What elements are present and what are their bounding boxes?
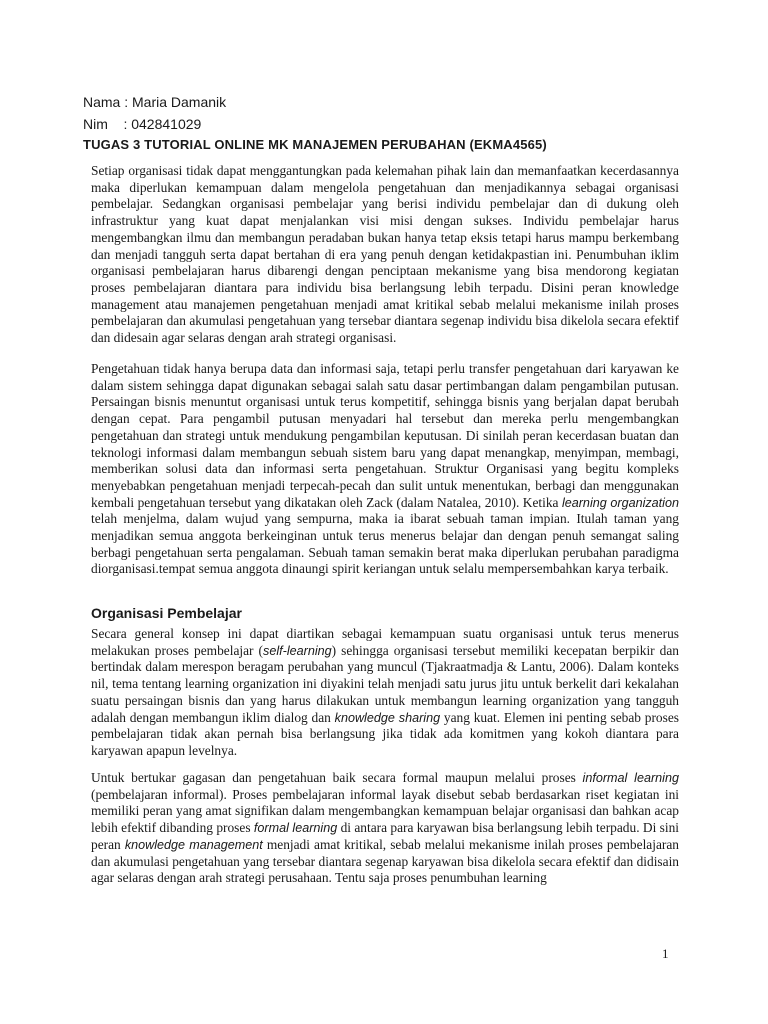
paragraph-text: di antara para karyawan bisa berlangsung lebih terpadu. Di sini peran [91,820,679,852]
italic-term: knowledge management [124,837,263,852]
document-title: TUGAS 3 TUTORIAL ONLINE MK MANAJEMEN PERUBAHAN (EKMA4565) [83,137,547,152]
paragraph-2 [91,361,679,578]
paragraph-4 [91,770,679,887]
paragraph-text: ) sehingga organisasi tersebut memiliki kecepatan berpikir dan bertindak dalam merespon beragam perubahan yang muncul (Tjakraatmadja & Lantu, 2006). Dalam konteks nil, tema tentang learning organization ini diyakini telah menjadi satu jurus jitu untuk berkelit dari kekalahan suatu persaingan bisnis dan yang harus dilakukan untuk membangun learning organization yang tangguh adalah dengan membangun iklim dialog dan [91,642,680,725]
student-name: Nama : Maria Damanik [83,94,227,110]
paragraph-text: Untuk bertukar gagasan dan pengetahuan baik secara formal maupun melalui proses [91,770,583,785]
paragraph-text: Setiap organisasi tidak dapat menggantungkan pada kelemahan pihak lain dan memanfaatkan kecerdasannya maka diperlukan kemampuan dalam mengelola pengetahuan dan menjadikannya sebagai organisasi pembelajar. Sedangkan organisasi pembelajar yang berisi individu pembelajar dan di dukung oleh infrastruktur yang kuat dapat menjalankan visi misi dengan sukses. Individu pembelajar harus mengembangkan ilmu dan membangun peradaban bukan hanya tetap eksis tetapi harus mampu berkembang dan menjadi tangguh serta dapat bertahan di era yang penuh dengan ketidakpastian ini. Penumbuhan iklim organisasi pembelajaran harus dibarengi dengan penciptaan mekanisme yang bisa mendorong kegiatan proses pembelajaran diantara para individu bisa berlangsung lebih terpadu. Disini peran knowledge management atau manajemen pengetahuan menjadi amat kritikal sebab melalui mekanisme inilah proses pembelajaran dan akumulasi pengetahuan yang tersebar diantara segenap individu bisa dikelola secara efektif dan didesain agar selaras dengan arah strategi organisasi. [91,163,679,346]
italic-term: informal learning [582,771,679,785]
italic-term: knowledge sharing [334,710,441,725]
section-heading: Organisasi Pembelajar [91,605,242,621]
paragraph-text: Pengetahuan tidak hanya berupa data dan informasi saja, tetapi perlu transfer pengetahuan dari karyawan ke dalam sistem sehingga dapat digunakan sebagai salah satu dasar pertimbangan dalam pengambilan putusan. Persaingan bisnis menuntut organisasi untuk terus kompetitif, sehingga bisnis yang berjalan dapat berubah dengan cepat. Para pengambil putusan menyadari hal tersebut dan mereka perlu mengembangkan pengetahuan dan strategi untuk mendukung pengambilan keputusan. Di sinilah peran kecerdasan buatan dan teknologi informasi dalam membangun sebuah sistem baru yang dapat menangkap, menyimpan, membagi, memberikan solusi data dan informasi serta pengetahuan. Struktur Organisasi yang begitu kompleks menyebabkan pengetahuan menjadi terpecah-pecah dan sulit untuk menentukan, berbagi dan menggunakan kembali pengetahuan tersebut yang dikatakan oleh Zack (dalam Natalea, 2010). Ketika [91,361,679,510]
student-id: Nim : 042841029 [83,116,202,132]
paragraph-text: Secara general konsep ini dapat diartikan sebagai kemampuan suatu organisasi untuk terus menerus melakukan proses pembelajar ( [91,626,679,658]
italic-term: formal learning [253,821,338,836]
page-number: 1 [662,946,669,961]
italic-term: self-learning [263,643,332,658]
paragraph-3 [91,626,679,760]
paragraph-text: menjadi amat kritikal, sebab melalui mekanisme inilah proses pembelajaran dan akumulasi pengetahuan yang tersebar diantara segenap karyawan bisa dikelola secara efektif dan didisain agar selaras dengan arah strategi perusahaan. Tentu saja proses penumbuhan learning [91,836,679,886]
paragraph-text: yang kuat. Elemen ini penting sebab proses pembelajaran tidak akan pernah bisa berlangsung jika tidak ada komitmen yang kokoh diantara para karyawan apapun levelnya. [91,709,679,758]
paragraph-text: telah menjelma, dalam wujud yang sempurna, maka ia ibarat sebuah taman impian. Itulah taman yang menjadikan semua anggota berkeinginan untuk terus menerus belajar dan dengan penuh semangat saling berbagi pengetahuan serta pengalaman. Sebuah taman semakin berat maka diperlukan perubahan paradigma diorganisasi.tempat semua anggota dinaungi spirit keriangan untuk selalu mempersembahkan karya terbaik. [91,511,679,577]
italic-term: learning organization [561,495,679,510]
paragraph-text: (pembelajaran informal). Proses pembelajaran informal layak disebut sebab berdasarkan riset kegiatan ini memiliki peran yang amat signifikan dalam mengembangkan kemampuan belajar organisasi dan bahkan acap lebih efektif dibanding proses [91,786,679,836]
paragraph-1 [91,163,679,347]
